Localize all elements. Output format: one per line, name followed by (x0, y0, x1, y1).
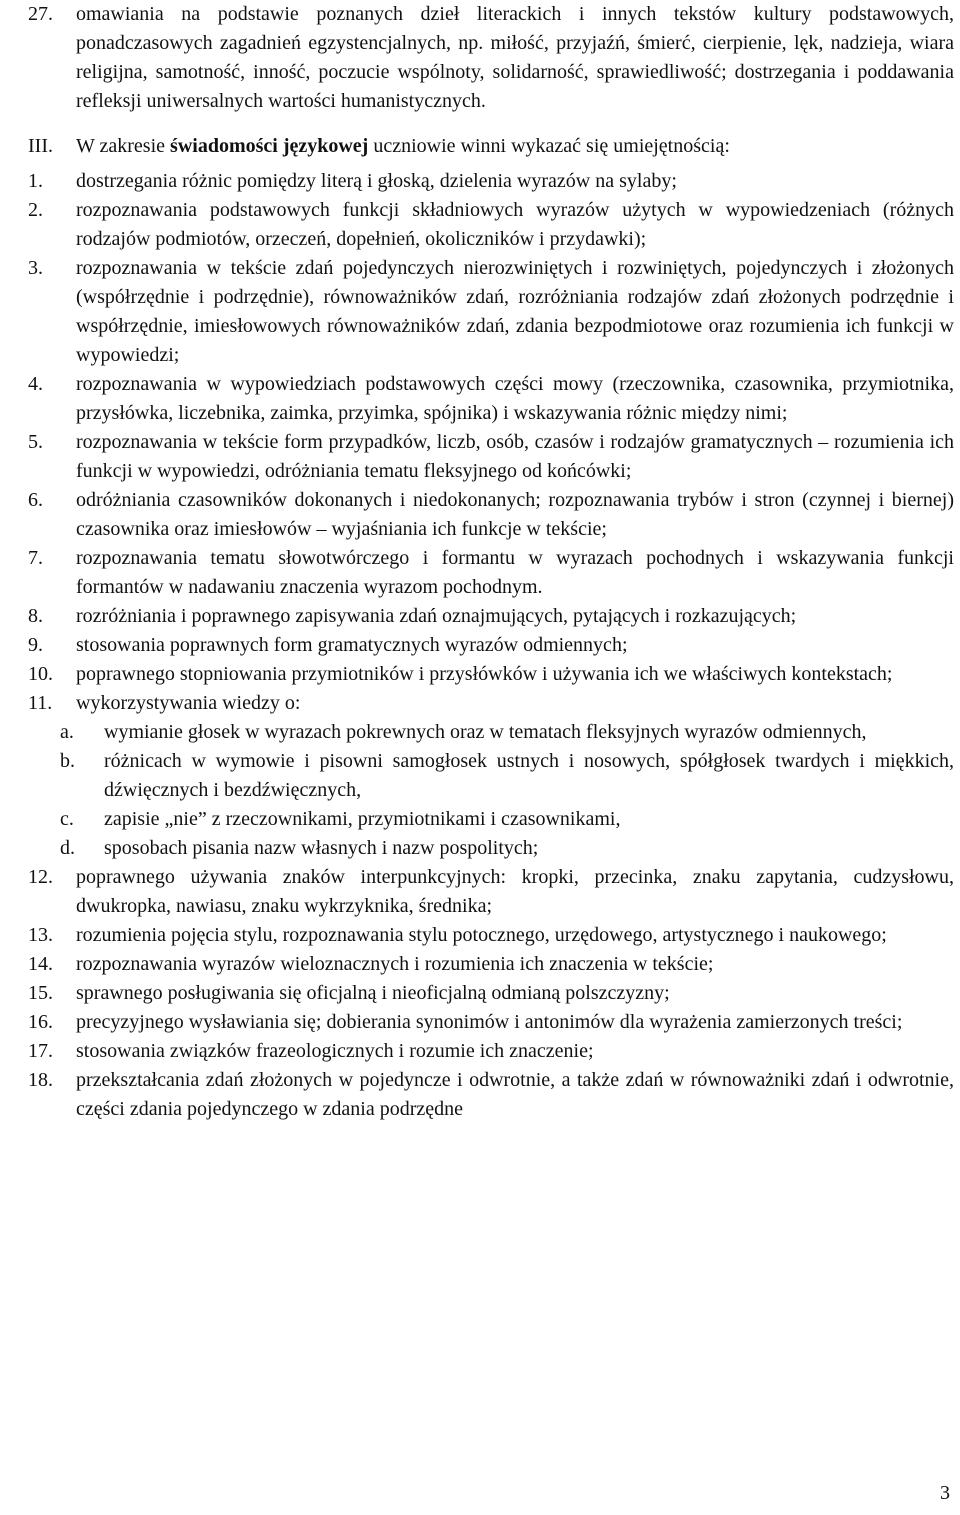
item-text: rozpoznawania tematu słowotwórczego i formantu w wyrazach pochodnych i wskazywania funkcji formantów w nadawaniu znaczenia wyrazom pochodnym. (76, 547, 954, 598)
list-item (28, 921, 954, 950)
list-item (28, 428, 954, 486)
item-number: 5. (28, 431, 43, 453)
item-number: 9. (28, 634, 43, 656)
item-text: stosowania poprawnych form gramatycznych wyrazów odmiennych; (76, 634, 628, 656)
item-text: omawiania na podstawie poznanych dzieł literackich i innych tekstów kultury podstawowych, ponadczasowych zagadnień egzystencjalnych, np. miłość, przyjaźń, śmierć, cierpienie, lęk, nadzieja, wiara religijna, samotność, inność, poczucie wspólnoty, solidarność, sprawiedliwość; dostrzegania i poddawania refleksji uniwersalnych wartości humanistycznych. (76, 3, 954, 112)
item-text: rozróżniania i poprawnego zapisywania zdań oznajmujących, pytających i rozkazujących; (76, 605, 797, 627)
item-number: c. (60, 808, 74, 830)
item-text: sprawnego posługiwania się oficjalną i nieoficjalną odmianą polszczyzny; (76, 982, 670, 1004)
item-number: 17. (28, 1040, 53, 1062)
section-text-post: uczniowie winni wykazać się umiejętnością: (368, 135, 730, 157)
numbered-list (28, 167, 954, 718)
list-item (28, 863, 954, 921)
list-item (28, 167, 954, 196)
item-number: b. (60, 750, 75, 772)
item-number: 18. (28, 1069, 53, 1091)
list-item (28, 1066, 954, 1124)
document-body (28, 0, 954, 1124)
item-text: wykorzystywania wiedzy o: (76, 692, 301, 714)
item-text: precyzyjnego wysławiania się; dobierania synonimów i antonimów dla wyrażenia zamierzonych treści; (76, 1011, 903, 1033)
item-number: 27. (28, 3, 53, 25)
list-item (28, 689, 954, 718)
list-item (28, 979, 954, 1008)
item-number: a. (60, 721, 74, 743)
item-text: rozpoznawania wyrazów wieloznacznych i rozumienia ich znaczenia w tekście; (76, 953, 714, 975)
item-text: rozumienia pojęcia stylu, rozpoznawania stylu potocznego, urzędowego, artystycznego i naukowego; (76, 924, 887, 946)
item-number: 4. (28, 373, 43, 395)
item-text: poprawnego stopniowania przymiotników i przysłówków i używania ich we właściwych kontekstach; (76, 663, 893, 685)
item-number: 10. (28, 663, 53, 685)
section-heading (28, 132, 954, 161)
item-text: różnicach w wymowie i pisowni samogłosek ustnych i nosowych, spółgłosek twardych i miękkich, dźwięcznych i bezdźwięcznych, (104, 750, 954, 801)
item-number: 7. (28, 547, 43, 569)
item-number: d. (60, 837, 75, 859)
item-text: rozpoznawania w tekście zdań pojedynczych nierozwiniętych i rozwiniętych, pojedynczych i złożonych (współrzędnie i podrzędnie), równoważników zdań, rozróżniania rodzajów zdań złożonych podrzędnie i współrzędnie, imiesłowowych równoważników zdań, zdania bezpodmiotowe oraz rozumienia ich funkcji w wypowiedzi; (76, 257, 954, 366)
numbered-list-continued (28, 863, 954, 1124)
list-item (28, 254, 954, 370)
item-text: rozpoznawania w wypowiedziach podstawowych części mowy (rzeczownika, czasownika, przymiotnika, przysłówka, liczebnika, zaimka, przyimka, spójnika) i wskazywania różnic między nimi; (76, 373, 954, 424)
item-number: 2. (28, 199, 43, 221)
item-number: 14. (28, 953, 53, 975)
item-number: 1. (28, 170, 43, 192)
item-number: 13. (28, 924, 53, 946)
item-number: 3. (28, 257, 43, 279)
item-number: 12. (28, 866, 53, 888)
item-number: 6. (28, 489, 43, 511)
item-number: 8. (28, 605, 43, 627)
item-text: dostrzegania różnic pomiędzy literą i głoską, dzielenia wyrazów na sylaby; (76, 170, 677, 192)
list-item (28, 950, 954, 979)
item-number: 15. (28, 982, 53, 1004)
item-text: stosowania związków frazeologicznych i rozumie ich znaczenie; (76, 1040, 594, 1062)
list-item (28, 631, 954, 660)
item-text: poprawnego używania znaków interpunkcyjnych: kropki, przecinka, znaku zapytania, cudzysłowu, dwukropka, nawiasu, znaku wykrzyknika, średnika; (76, 866, 954, 917)
item-text: rozpoznawania podstawowych funkcji składniowych wyrazów użytych w wypowiedzeniach (różnych rodzajów podmiotów, orzeczeń, dopełnień, okoliczników i przydawki); (76, 199, 954, 250)
section-text-bold: świadomości językowej (170, 135, 369, 157)
item-text: sposobach pisania nazw własnych i nazw pospolitych; (104, 837, 539, 859)
sublist-item (28, 718, 954, 747)
section-number: III. (28, 135, 53, 157)
sublist-item (28, 834, 954, 863)
item-text: przekształcania zdań złożonych w pojedyncze i odwrotnie, a także zdań w równoważniki zdań i odwrotnie, części zdania pojedynczego w zdania podrzędne (76, 1069, 954, 1120)
sublist-item (28, 747, 954, 805)
list-item-27 (28, 0, 954, 116)
item-text: rozpoznawania w tekście form przypadków, liczb, osób, czasów i rodzajów gramatycznych – rozumienia ich funkcji w wypowiedzi, odróżniania tematu fleksyjnego od końcówki; (76, 431, 954, 482)
list-item (28, 1008, 954, 1037)
item-text: zapisie „nie” z rzeczownikami, przymiotnikami i czasownikami, (104, 808, 621, 830)
list-item (28, 196, 954, 254)
list-item (28, 544, 954, 602)
list-item (28, 370, 954, 428)
lettered-sublist (28, 718, 954, 863)
item-number: 11. (28, 692, 53, 714)
page-number: 3 (940, 1482, 950, 1504)
sublist-item (28, 805, 954, 834)
item-text: wymianie głosek w wyrazach pokrewnych oraz w tematach fleksyjnych wyrazów odmiennych, (104, 721, 867, 743)
item-number: 16. (28, 1011, 53, 1033)
item-text: odróżniania czasowników dokonanych i niedokonanych; rozpoznawania trybów i stron (czynnej i biernej) czasownika oraz imiesłowów – wyjaśniania ich funkcje w tekście; (76, 489, 954, 540)
list-item (28, 1037, 954, 1066)
list-item (28, 660, 954, 689)
list-item (28, 486, 954, 544)
section-text-pre: W zakresie (76, 135, 171, 157)
list-item (28, 602, 954, 631)
